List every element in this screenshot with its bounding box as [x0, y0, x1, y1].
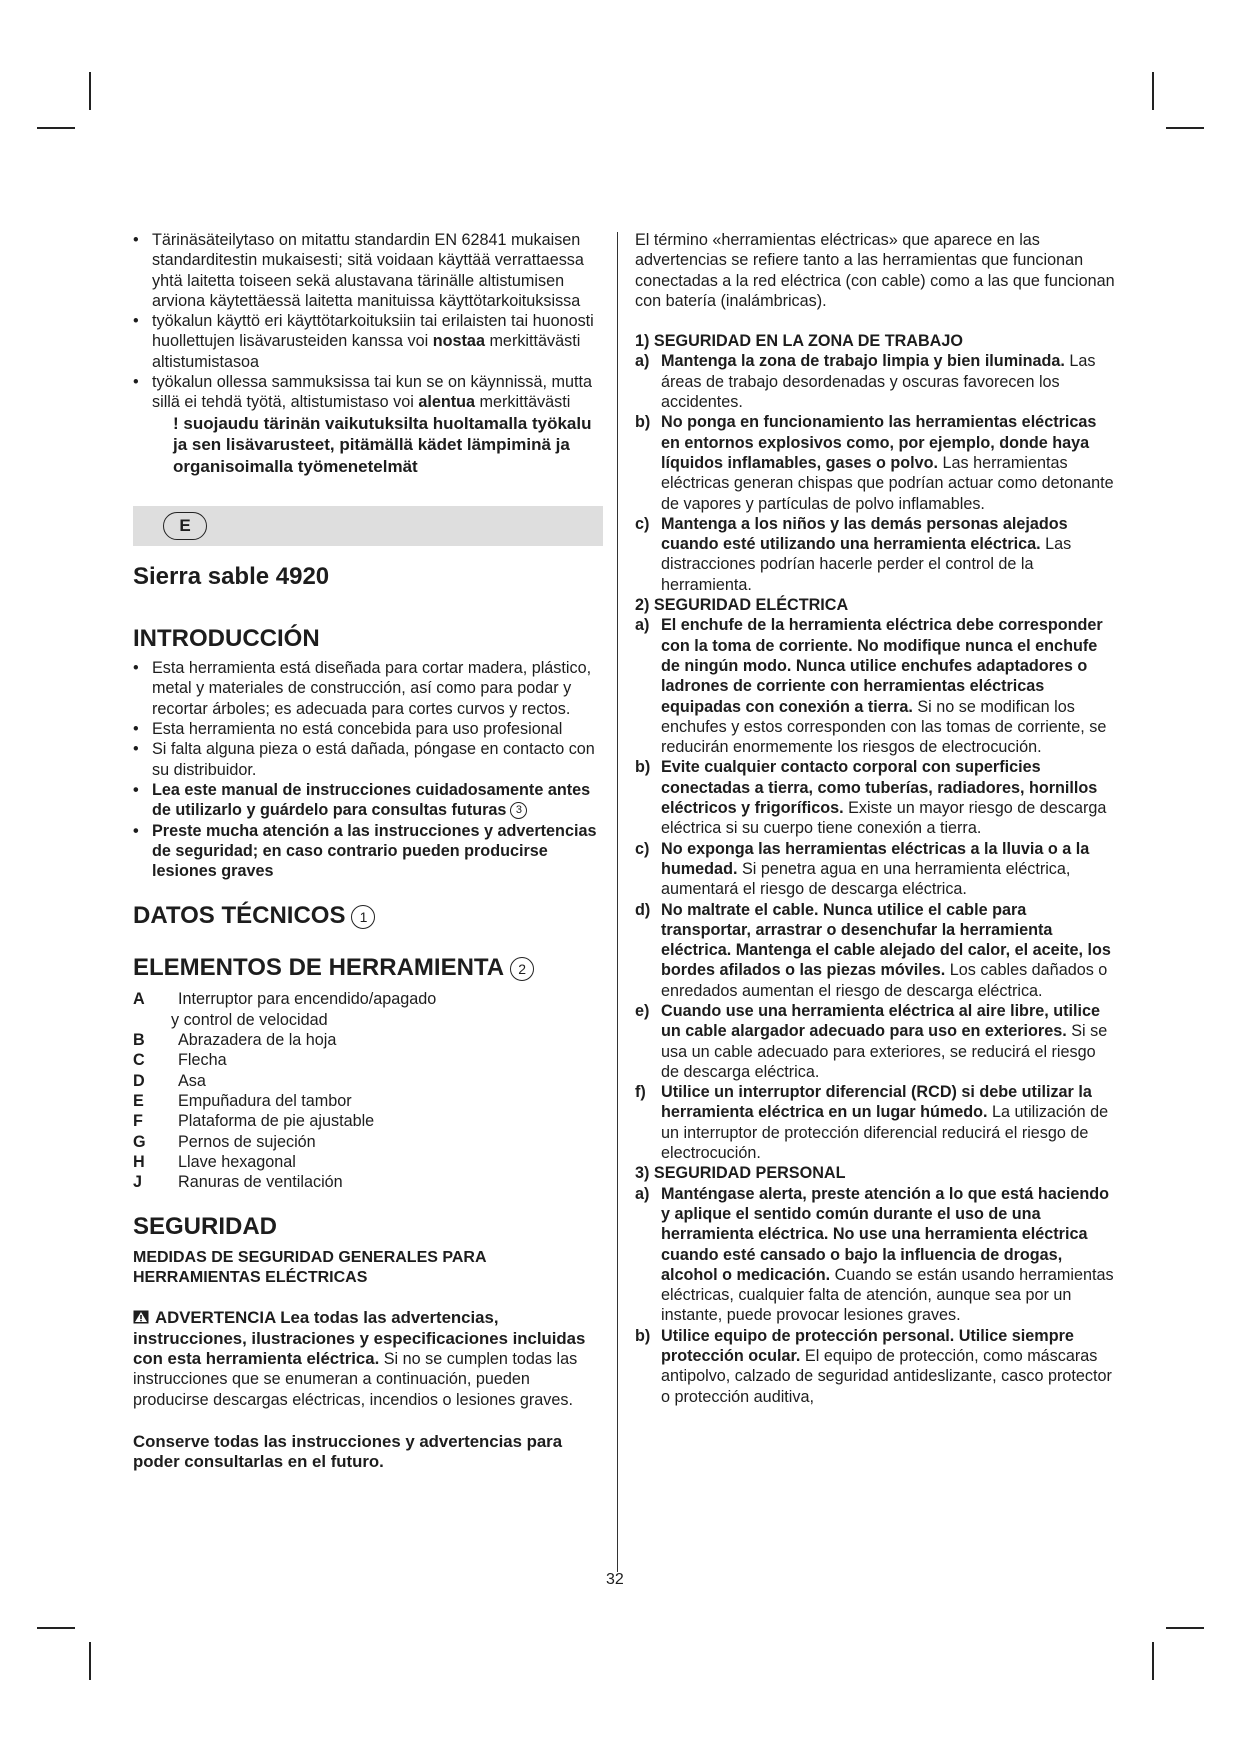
right-intro-paragraph: El término «herramientas eléctricas» que aparece en las advertencias se refiere tanto a las herramientas que funcionan conectadas a la red eléctrica (con cable) como a las que funcionan con batería (inalámbricas). — [635, 231, 1115, 310]
section-heading: 2) SEGURIDAD ELÉCTRICA — [635, 596, 849, 615]
conserve-instructions: Conserve todas las instrucciones y advertencias para poder consultarlas en el futuro. — [133, 1431, 563, 1472]
crop-mark — [89, 1642, 91, 1680]
safety-item: b) Evite cualquier contacto corporal con superficies conectadas a tierra, como tuberías, radiadores, hornillos eléctricos y frigoríficos. Existe un mayor riesgo de descarga eléctrica si su cuerpo tiene conexión a tierra. — [635, 758, 1107, 838]
crop-mark — [89, 72, 91, 110]
safety-item: b) Utilice equipo de protección personal. Utilice siempre protección ocular. El equipo de protección, como máscaras antipolvo, calzado de seguridad antideslizante, casco protector o protección auditiva, — [635, 1326, 1112, 1406]
element-row: B Abrazadera de la hoja — [133, 1031, 337, 1050]
element-row: C Flecha — [133, 1051, 227, 1070]
figure-ref: 1 — [351, 905, 375, 929]
element-row: A Interruptor para encendido/apagado — [133, 990, 437, 1009]
element-row: J Ranuras de ventilación — [133, 1173, 343, 1192]
list-item: • Tärinäsäteilytaso on mitattu standardin EN 62841 mukaisen standarditestin mukaisesti; sitä voidaan käyttää verrattaessa yhtä laitetta toiseen sekä alustavana tärinälle altistumisen arviona käytettäessä laitetta manituissa käyttötarkoituksissa — [133, 230, 603, 311]
safety-item: f) Utilice un interruptor diferencial (RCD) si debe utilizar la herramienta eléctrica en un lugar húmedo. La utilización de un interruptor de protección diferencial reducirá el riesgo de electrocución. — [635, 1083, 1109, 1163]
list-item: • työkalun käyttö eri käyttötarkoituksiin tai erilaisten tai huonosti huollettujen lisävarusteiden kanssa voi nostaa merkittävästi altistumistasoa — [133, 311, 603, 372]
list-item: • työkalun ollessa sammuksissa tai kun se on käynnissä, mutta sillä ei tehdä työtä, altistumistaso voi alentua merkittävästi — [133, 372, 603, 413]
section-heading: 3) SEGURIDAD PERSONAL — [635, 1164, 846, 1183]
crop-mark — [37, 1627, 75, 1629]
safety-item: d) No maltrate el cable. Nunca utilice el cable para transportar, arrastrar o desenchufar la herramienta eléctrica. Mantenga el cable alejado del calor, el aceite, los bordes afilados o las piezas móviles. Los cables dañados o enredados aumentan el riesgo de descarga eléctrica. — [635, 900, 1111, 1000]
figure-ref: 3 — [510, 802, 527, 819]
list-item: • Si falta alguna pieza o está dañada, póngase en contacto con su distribuidor. — [133, 739, 603, 780]
crop-mark — [1166, 1627, 1204, 1629]
datos-heading: DATOS TÉCNICOS 1 — [133, 901, 603, 931]
safety-section — [635, 331, 1115, 595]
safety-item: a) Mantenga la zona de trabajo limpia y bien iluminada. Las áreas de trabajo desordenadas y oscuras favorecen los accidentes. — [635, 352, 1096, 412]
elementos-heading: ELEMENTOS DE HERRAMIENTA 2 — [133, 953, 603, 983]
seguridad-heading: SEGURIDAD — [133, 1213, 278, 1241]
safety-item: a) Manténgase alerta, preste atención a lo que está haciendo y aplique el sentido común durante el uso de una herramienta eléctrica. No use una herramienta eléctrica cuando esté cansado o bajo la influencia de drogas, alcohol o medicación. Cuando se están usando herramientas eléctricas, cualquier falta de atención, aunque sea por un instante, puede provocar lesiones graves. — [635, 1184, 1114, 1325]
safety-item: b) No ponga en funcionamiento las herramientas eléctricas en entornos explosivos como, por ejemplo, donde haya líquidos inflamables, gases o polvo. Las herramientas eléctricas generan chispas que podrían actuar como detonante de vapores y partículas de polvo inflamables. — [635, 413, 1114, 513]
list-item: • Esta herramienta está diseñada para cortar madera, plástico, metal y materiales de construcción, así como para podar y recortar árboles; es adecuada para cortes curvos y rectos. — [133, 658, 603, 719]
page-number: 32 — [606, 1571, 624, 1588]
element-row: D Asa — [133, 1071, 206, 1090]
element-row: F Plataforma de pie ajustable — [133, 1112, 375, 1131]
elements-list — [133, 989, 603, 1192]
right-column — [635, 230, 1115, 1407]
figure-ref: 2 — [510, 957, 534, 981]
medidas-heading: MEDIDAS DE SEGURIDAD GENERALES PARA HERRAMIENTAS ELÉCTRICAS — [133, 1249, 486, 1287]
language-badge: E — [163, 512, 207, 540]
safety-item: c) No exponga las herramientas eléctricas a la lluvia o a la humedad. Si penetra agua en una herramienta eléctrica, aumentará el riesgo de descarga eléctrica. — [635, 839, 1090, 899]
list-item: • Lea este manual de instrucciones cuidadosamente antes de utilizarlo y guárdelo para consultas futuras 3 — [133, 780, 603, 821]
product-title: Sierra sable 4920 — [133, 563, 330, 591]
element-row: H Llave hexagonal — [133, 1152, 296, 1171]
advertencia-paragraph: ADVERTENCIA Lea todas las advertencias, instrucciones, ilustraciones y especificaciones incluidas con esta herramienta eléctrica. Si no se cumplen todas las instrucciones que se enumeran a continuación, pueden producirse descargas eléctricas, incendios o lesiones graves. — [133, 1308, 586, 1409]
safety-section — [635, 595, 1115, 1163]
crop-mark — [1166, 127, 1204, 129]
safety-item: c) Mantenga a los niños y las demás personas alejados cuando esté utilizando una herramienta eléctrica. Las distracciones podrían hacerle perder el control de la herramienta. — [635, 514, 1072, 594]
list-item: • Preste mucha atención a las instrucciones y advertencias de seguridad; en caso contrario pueden producirse lesiones graves — [133, 821, 603, 882]
crop-mark — [1152, 72, 1154, 110]
crop-mark — [1152, 1642, 1154, 1680]
safety-item: e) Cuando use una herramienta eléctrica al aire libre, utilice un cable alargador adecuado para uso en exteriores. Si se usa un cable adecuado para exteriores, se reducirá el riesgo de descarga eléctrica. — [635, 1001, 1108, 1081]
left-column — [133, 230, 603, 1472]
section-heading: 1) SEGURIDAD EN LA ZONA DE TRABAJO — [635, 332, 963, 351]
crop-mark — [37, 127, 75, 129]
list-item: • Esta herramienta no está concebida para uso profesional — [133, 719, 603, 739]
column-divider — [617, 232, 618, 1572]
fi-vibration-warning: ! suojaudu tärinän vaikutuksilta huoltamalla työkalu ja sen lisävarusteet, pitämällä kädet lämpiminä ja organisoimalla työmenetelmät — [173, 413, 592, 476]
intro-bullet-list — [133, 658, 603, 881]
intro-heading: INTRODUCCIÓN — [133, 625, 320, 653]
element-row: G Pernos de sujeción — [133, 1132, 316, 1151]
warning-triangle-icon — [133, 1310, 149, 1324]
safety-item: a) El enchufe de la herramienta eléctrica debe corresponder con la toma de corriente. No modifique nunca el enchufe de ningún modo. Nunca utilice enchufes adaptadores o ladrones de corriente con herramientas eléctricas equipadas con conexión a tierra. Si no se modifican los enchufes y estos corresponden con las tomas de corriente, se reducirán enormemente los riesgos de electrocución. — [635, 616, 1107, 757]
language-bar — [133, 506, 603, 546]
fi-bullet-list — [133, 230, 603, 413]
element-row: E Empuñadura del tambor — [133, 1091, 352, 1110]
safety-section — [635, 1163, 1115, 1407]
element-row-continuation: y control de velocidad — [171, 1010, 328, 1029]
